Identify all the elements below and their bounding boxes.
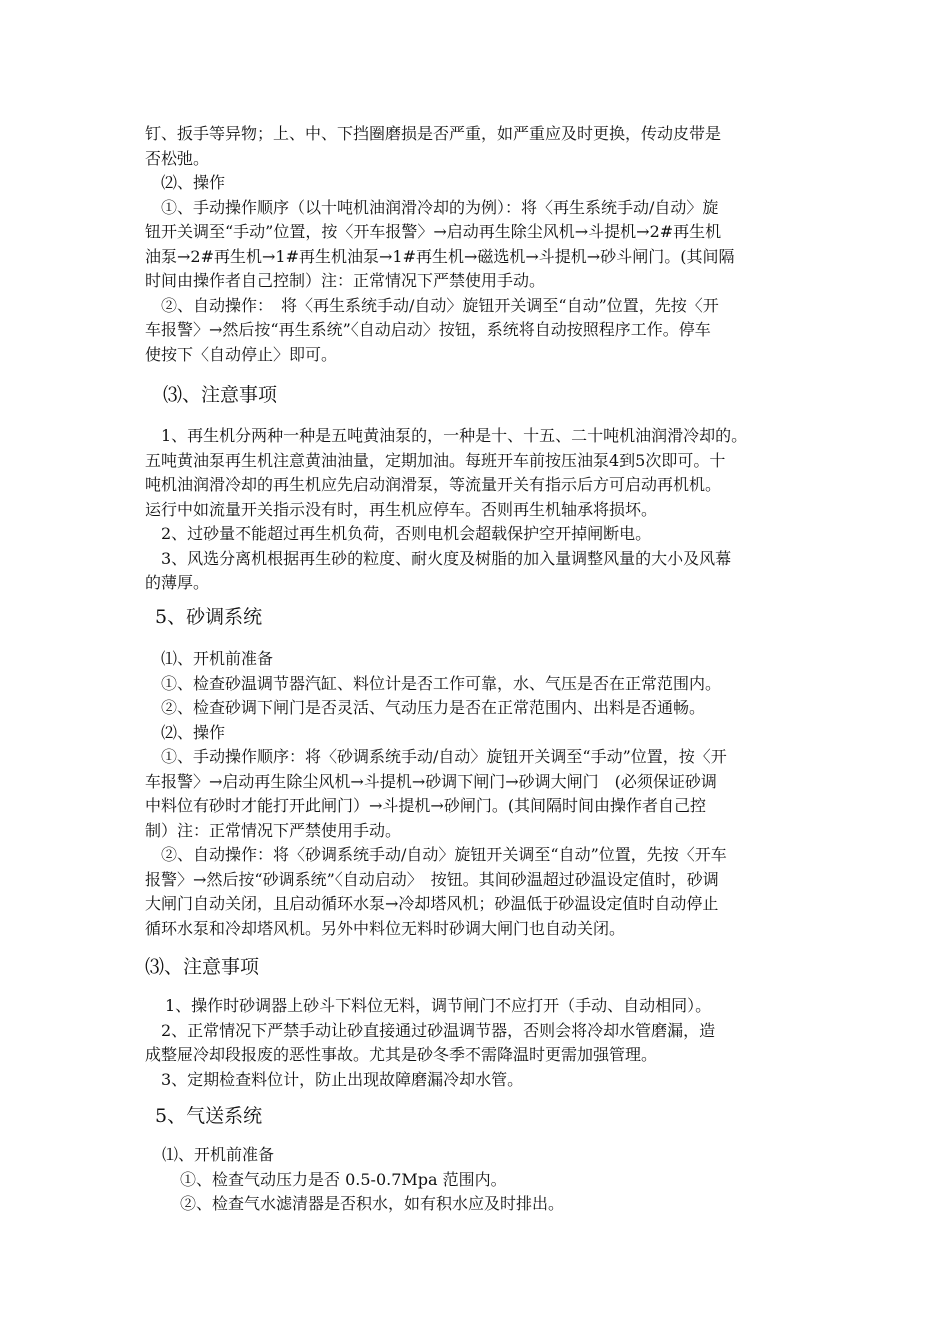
text-line: 3、定期检查料位计，防止出现故障磨漏冷却水管。: [161, 1069, 524, 1089]
subheading: ⑵、操作: [161, 722, 226, 742]
text-line: 成整屉冷却段报废的恶性事故。尤其是砂冬季不需降温时更需加强管理。: [145, 1045, 658, 1064]
text-line: 时间由操作者自己控制）注：正常情况下严禁使用手动。: [145, 271, 546, 290]
section-heading-sand-conditioning: 5、砂调系统: [155, 606, 263, 628]
text-line: ①、检查砂温调节器汽缸、料位计是否工作可靠，水、气压是否在正常范围内。: [161, 673, 722, 693]
text-line: 报警〉→然后按“砂调系统”〈自动启动〉 按钮。其间砂温超过砂温设定值时，砂调: [145, 869, 719, 889]
text-line: 车报警〉→启动再生除尘风机→斗提机→砂调下闸门→砂调大闸门 (必须保证砂调: [145, 771, 717, 791]
paragraph-block-operation: [145, 122, 845, 367]
section-heading-pneumatic-conveying: 5、气送系统: [155, 1105, 263, 1127]
text-line: 3、风选分离机根据再生砂的粒度、耐火度及树脂的加入量调整风量的大小及风幕: [161, 548, 732, 568]
section-heading-notes-2: ⑶、注意事项: [145, 956, 260, 978]
text-line: ①、检查气动压力是否 0.5-0.7Mpa 范围内。: [180, 1170, 507, 1189]
text-line: 2、过砂量不能超过再生机负荷，否则电机会超载保护空开掉闸断电。: [161, 524, 652, 543]
text-line: 油泵→2#再生机→1#再生机油泵→1#再生机→磁选机→斗提机→砂斗闸门。(其间隔: [145, 246, 735, 266]
text-line: 循环水泵和冷却塔风机。另外中料位无料时砂调大闸门也自动关闭。: [145, 918, 626, 938]
paragraph-block-sand-conditioning: [145, 647, 845, 941]
text-line: 吨机油润滑冷却的再生机应先启动润滑泵，等流量开关有指示后方可启动再机机。: [145, 475, 722, 494]
text-line: 钉、扳手等异物；上、中、下挡圈磨损是否严重，如严重应及时更换，传动皮带是: [145, 124, 722, 143]
paragraph-block-notes-2: [145, 994, 845, 1092]
text-line: 否松弛。: [145, 148, 210, 168]
text-line: 2、正常情况下严禁手动让砂直接通过砂温调节器，否则会将冷却水管磨漏，造: [161, 1020, 716, 1040]
text-line: 五吨黄油泵再生机注意黄油油量，定期加油。每班开车前按压油泵4到5次即可。十: [145, 450, 726, 470]
text-line: ②、检查砂调下闸门是否灵活、气动压力是否在正常范围内、出料是否通畅。: [161, 698, 706, 717]
subheading: ⑴、开机前准备: [161, 649, 274, 668]
paragraph-block-notes: [145, 424, 845, 596]
text-line: ②、自动操作： 将〈再生系统手动/自动〉旋钮开关调至“自动”位置，先按〈开: [161, 295, 719, 315]
text-line: ①、手动操作顺序：将〈砂调系统手动/自动〉旋钮开关调至“手动”位置，按〈开: [161, 747, 727, 766]
text-line: 运行中如流量开关指示没有时，再生机应停车。否则再生机轴承将损坏。: [145, 499, 658, 519]
text-line: ①、手动操作顺序（以十吨机油润滑冷却的为例）：将〈再生系统手动/自动〉旋: [161, 197, 719, 217]
text-line: 大闸门自动关闭，且启动循环水泵→冷却塔风机；砂温低于砂温设定值时自动停止: [145, 894, 719, 913]
text-line: 1、操作时砂调器上砂斗下料位无料，调节闸门不应打开（手动、自动相同）。: [165, 996, 712, 1015]
text-line: ②、检查气水滤清器是否积水，如有积水应及时排出。: [180, 1194, 565, 1213]
text-line: 使按下〈自动停止〉即可。: [145, 344, 338, 364]
text-line: 1、再生机分两种一种是五吨黄油泵的，一种是十、十五、二十吨机油润滑冷却的。: [161, 426, 748, 445]
subheading: ⑵、操作: [161, 173, 226, 192]
text-line: 中料位有砂时才能打开此闸门）→斗提机→砂闸门。(其间隔时间由操作者自己控: [145, 796, 707, 815]
text-line: ②、自动操作：将〈砂调系统手动/自动〉旋钮开关调至“自动”位置，先按〈开车: [161, 845, 727, 864]
subheading: ⑴、开机前准备: [162, 1145, 275, 1164]
section-heading-notes: ⑶、注意事项: [163, 384, 278, 406]
text-line: 钮开关调至“手动”位置，按〈开车报警〉→启动再生除尘风机→斗提机→2#再生机: [145, 222, 722, 241]
text-line: 制）注：正常情况下严禁使用手动。: [145, 820, 402, 840]
text-line: 车报警〉→然后按“再生系统”〈自动启动〉按钮，系统将自动按照程序工作。停车: [145, 320, 711, 339]
text-line: 的薄厚。: [145, 573, 210, 592]
